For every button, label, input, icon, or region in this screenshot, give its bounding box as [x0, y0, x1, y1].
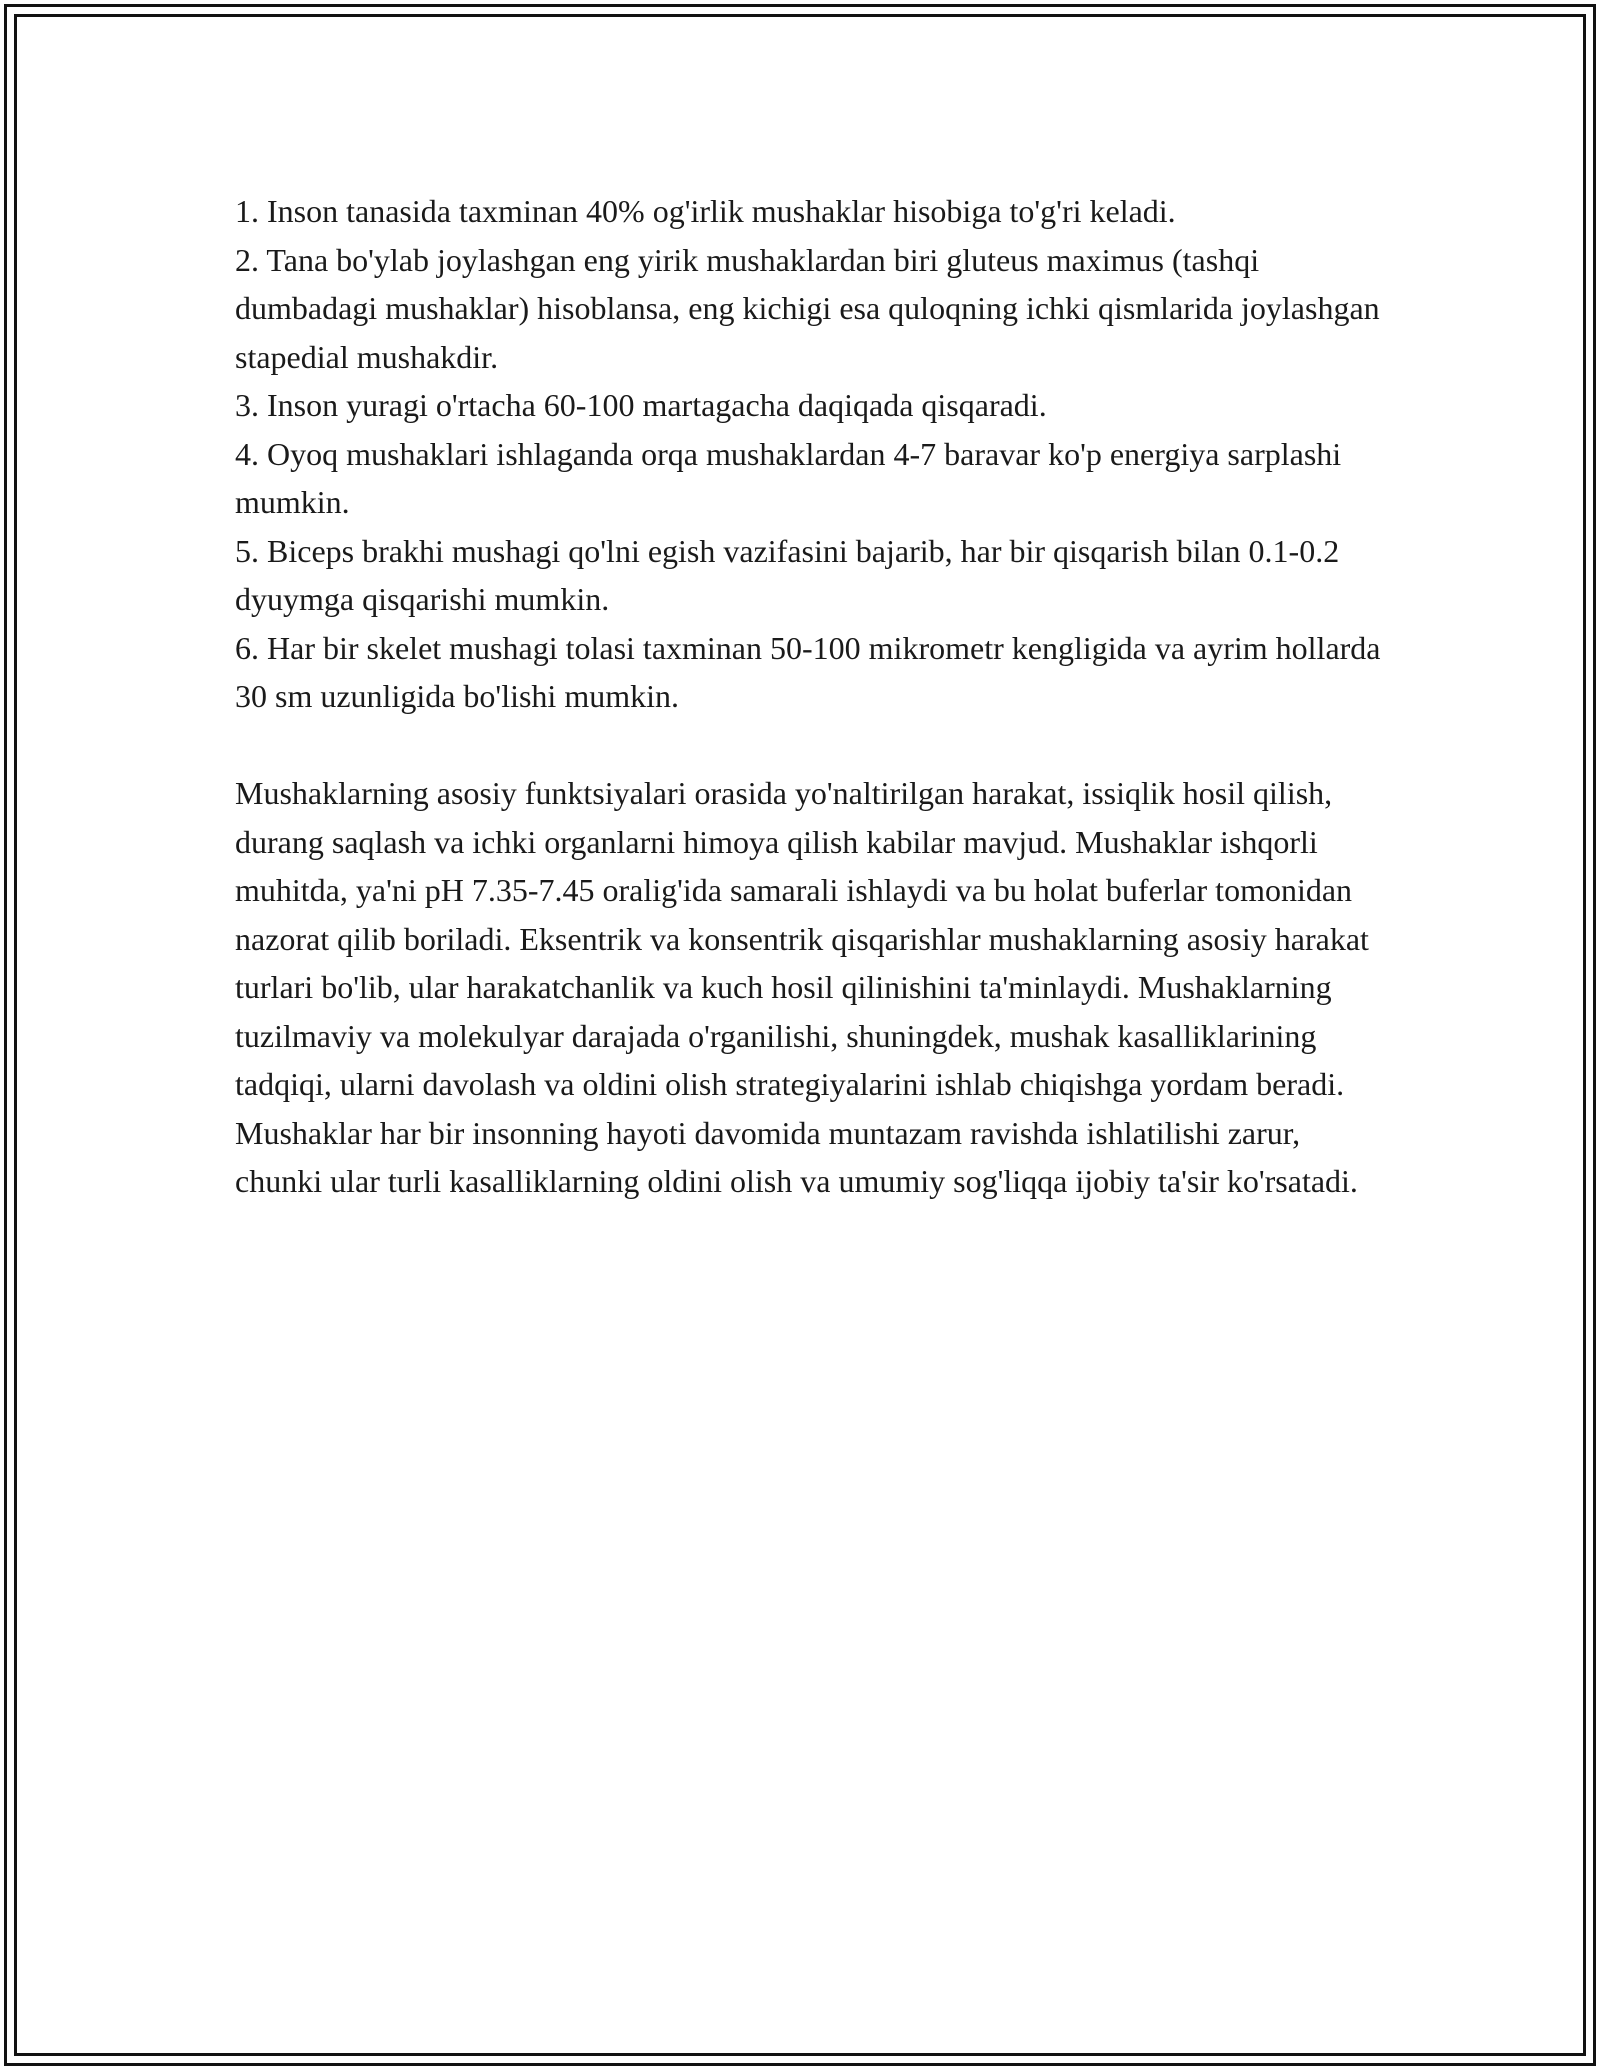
fact-item-4: 4. Oyoq mushaklari ishlaganda orqa mushaklardan 4-7 baravar ko'p energiya sarplashi mumkin. — [235, 435, 1342, 520]
fact-item-5: 5. Biceps brakhi mushagi qo'lni egish vazifasini bajarib, har bir qisqarish bilan 0.1-0.2 dyuymga qisqarishi mumkin. — [235, 532, 1340, 617]
fact-item-6: 6. Har bir skelet mushagi tolasi taxminan 50-100 mikrometr kengligida va ayrim hollarda 30 sm uzunligida bo'lishi mumkin. — [235, 629, 1381, 714]
fact-list — [235, 187, 1385, 721]
fact-item-2: 2. Tana bo'ylab joylashgan eng yirik mushaklardan biri gluteus maximus (tashqi dumbadagi mushaklar) hisoblansa, eng kichigi esa quloqning ichki qismlarida joylashgan stapedial mushakdir. — [235, 241, 1380, 375]
fact-item-1: 1. Inson tanasida taxminan 40% og'irlik mushaklar hisobiga to'g'ri keladi. — [235, 193, 1176, 229]
summary-paragraph: Mushaklarning asosiy funktsiyalari orasida yo'naltirilgan harakat, issiqlik hosil qilish, durang saqlash va ichki organlarni himoya qilish kabilar mavjud. Mushaklar ishqorli muhitda, ya'ni pH 7.35-7.45 oralig'ida samarali ishlaydi va bu holat buferlar tomonidan nazorat qilib boriladi. Eksentrik va konsentrik qisqarishlar mushaklarning asosiy harakat turlari bo'lib, ular harakatchanlik va kuch hosil qilinishini ta'minlaydi. Mushaklarning tuzilmaviy va molekulyar darajada o'rganilishi, shuningdek, mushak kasalliklarining tadqiqi, ularni davolash va oldini olish strategiyalarini ishlab chiqishga yordam beradi. Mushaklar har bir insonning hayoti davomida muntazam ravishda ishlatilishi zarur, chunki ular turli kasalliklarning oldini olish va umumiy sog'liqqa ijobiy ta'sir ko'rsatadi. — [235, 775, 1369, 1199]
fact-item-3: 3. Inson yuragi o'rtacha 60-100 martagacha daqiqada qisqaradi. — [235, 387, 1047, 423]
document-body — [235, 187, 1385, 1206]
